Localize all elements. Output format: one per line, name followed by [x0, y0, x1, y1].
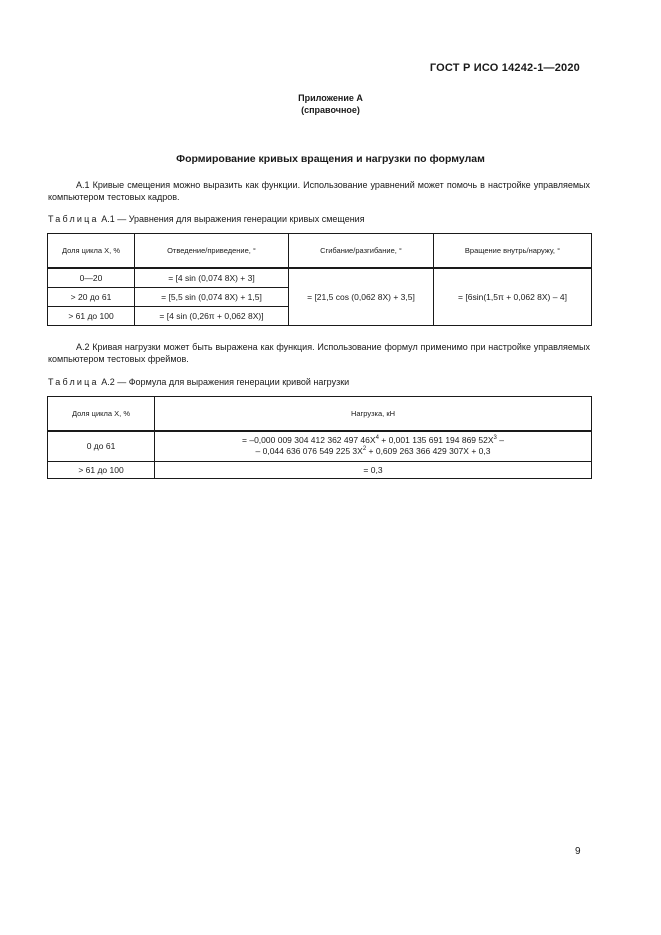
table1-header-abduction: Отведение/приведение, °	[135, 234, 289, 269]
load-formula-table	[47, 396, 592, 479]
table1-cycle-cell: > 20 до 61	[48, 287, 135, 306]
table-row	[48, 461, 592, 478]
annex-title: Приложение А	[298, 93, 363, 103]
formula-term: = –0,000 009 304 412 362 497 46X	[242, 435, 376, 446]
table1-cycle-cell: 0—20	[48, 268, 135, 287]
table1-caption	[48, 214, 365, 224]
table2-header-cycle: Доля цикла X, %	[48, 397, 155, 432]
table-row	[48, 431, 592, 461]
table2-header-row	[48, 397, 592, 432]
table2-cycle-cell: > 61 до 100	[48, 461, 155, 478]
table1-abduction-cell: = [4 sin (0,26π + 0,062 8X)]	[135, 306, 289, 325]
section-title: Формирование кривых вращения и нагрузки по формулам	[176, 153, 485, 165]
table-row	[48, 268, 592, 287]
formula-term: –	[496, 435, 504, 446]
table2-load-formula-cell	[155, 431, 592, 461]
table2-cycle-cell: 0 до 61	[48, 431, 155, 461]
table2-caption-text: А.2 — Формула для выражения генерации кривой нагрузки	[98, 377, 350, 387]
table2-caption	[48, 377, 349, 387]
table1-abduction-cell: = [5,5 sin (0,074 8X) + 1,5]	[135, 287, 289, 306]
load-formula-line-1	[158, 435, 588, 446]
table1-caption-prefix: Таблица	[48, 214, 99, 224]
table2-caption-prefix: Таблица	[48, 377, 99, 387]
table2-load-cell: = 0,3	[155, 461, 592, 478]
load-formula-line-2	[158, 446, 588, 457]
displacement-equations-table	[47, 233, 592, 326]
formula-exponent: 2	[362, 446, 367, 453]
formula-exponent: 3	[493, 435, 497, 442]
table2-header-load: Нагрузка, кН	[155, 397, 592, 432]
table1-header-rotation: Вращение внутрь/наружу, °	[434, 234, 592, 269]
table1-flexion-cell: = [21,5 cos (0,062 8X) + 3,5]	[289, 268, 434, 325]
table1-header-flexion: Сгибание/разгибание, °	[289, 234, 434, 269]
table1-rotation-cell: = [6sin(1,5π + 0,062 8X) – 4]	[434, 268, 592, 325]
table1-abduction-cell: = [4 sin (0,074 8X) + 3]	[135, 268, 289, 287]
paragraph-a2: А.2 Кривая нагрузки может быть выражена как функция. Использование формул применимо при настройке управляемых компьютером тестовых фреймов.	[48, 342, 590, 364]
formula-term: + 0,609 263 366 429 307X + 0,3	[366, 446, 491, 457]
table1-header-cycle: Доля цикла X, %	[48, 234, 135, 269]
annex-subtitle: (справочное)	[301, 105, 360, 115]
formula-exponent: 4	[375, 435, 379, 442]
table1-cycle-cell: > 61 до 100	[48, 306, 135, 325]
formula-term: + 0,001 135 691 194 869 52X	[378, 435, 494, 446]
standard-designation: ГОСТ Р ИСО 14242-1—2020	[429, 62, 580, 74]
table1-header-row	[48, 234, 592, 269]
table1-caption-text: А.1 — Уравнения для выражения генерации кривых смещения	[98, 214, 365, 224]
page-number: 9	[575, 846, 581, 857]
paragraph-a1: А.1 Кривые смещения можно выразить как функции. Использование уравнений может помочь в настройке управляемых компьютером тестовых кадров.	[48, 180, 590, 202]
formula-term: – 0,044 636 076 549 225 3X	[255, 446, 363, 457]
